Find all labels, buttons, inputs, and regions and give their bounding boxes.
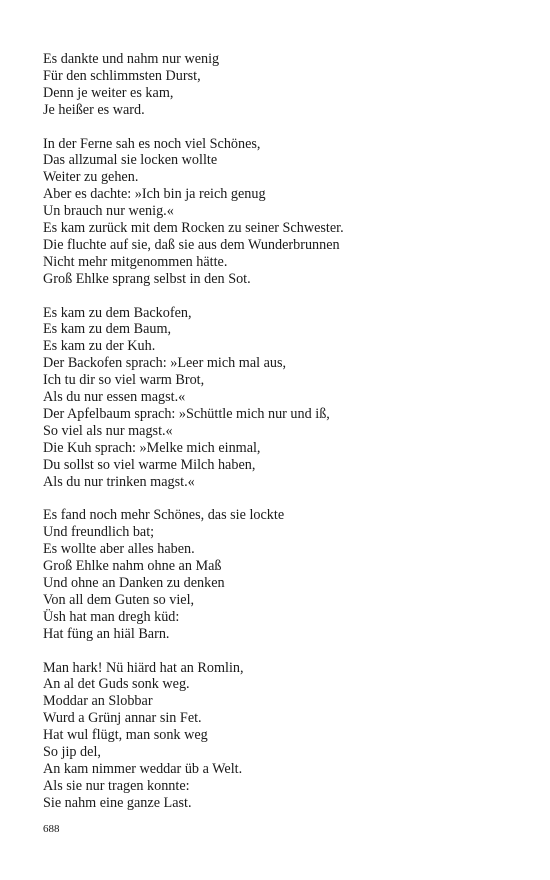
stanza	[43, 305, 523, 491]
poem-line: Groß Ehlke nahm ohne an Maß	[43, 558, 222, 575]
poem-line: Von all dem Guten so viel,	[43, 591, 195, 608]
poem-line: Sie nahm eine ganze Last.	[43, 794, 192, 811]
poem-line: Es kam zu dem Baum,	[43, 321, 172, 338]
poem-line: So jip del,	[43, 744, 101, 761]
poem-line: Du sollst so viel warme Milch haben,	[43, 456, 256, 473]
poem-line: So viel als nur magst.«	[43, 422, 173, 439]
poem-line: Weiter zu gehen.	[43, 169, 139, 186]
poem-line: Groß Ehlke sprang selbst in den Sot.	[43, 270, 251, 287]
poem-line: Es dankte und nahm nur wenig	[43, 51, 220, 67]
poem-line: Un brauch nur wenig.«	[43, 203, 174, 220]
poem-line: Es kam zu der Kuh.	[43, 338, 156, 355]
poem-line: Hat wul flügt, man sonk weg	[43, 727, 208, 744]
poem-line: Ich tu dir so viel warm Brot,	[43, 372, 205, 389]
poem-line: Je heißer es ward.	[43, 101, 145, 118]
poem-line: Der Backofen sprach: »Leer mich mal aus,	[43, 355, 287, 372]
poem-line: Als du nur trinken magst.«	[43, 473, 195, 490]
poem-line: In der Ferne sah es noch viel Schönes,	[43, 135, 261, 152]
stanza	[43, 660, 523, 812]
poem-line: An al det Guds sonk weg.	[43, 676, 190, 693]
poem-line: Es fand noch mehr Schönes, das sie lockte	[43, 507, 285, 524]
poem-line: Für den schlimmsten Durst,	[43, 67, 201, 84]
poem-line: Der Apfelbaum sprach: »Schüttle mich nur und iß,	[43, 406, 330, 422]
poem-line: Nicht mehr mitgenommen hätte.	[43, 253, 228, 270]
poem-line: Die Kuh sprach: »Melke mich einmal,	[43, 439, 261, 456]
poem-line: Die fluchte auf sie, daß sie aus dem Wunderbrunnen	[43, 236, 340, 253]
poem-line: Aber es dachte: »Ich bin ja reich genug	[43, 186, 266, 203]
poem-line: Üsh hat man dregh küd:	[43, 608, 180, 625]
poem-line: Und ohne an Danken zu denken	[43, 575, 225, 592]
stanza	[43, 136, 523, 288]
page-number: 688	[43, 823, 60, 835]
poem-line: Denn je weiter es kam,	[43, 84, 174, 101]
poem-line: Es wollte aber alles haben.	[43, 541, 195, 558]
poem-line: Es kam zurück mit dem Rocken zu seiner Schwester.	[43, 220, 344, 237]
poem-line: Man hark! Nü hiärd hat an Romlin,	[43, 659, 244, 676]
poem-line: Und freundlich bat;	[43, 524, 155, 541]
poem-line: Wurd a Grünj annar sin Fet.	[43, 710, 202, 727]
poem-text	[43, 51, 523, 812]
poem-line: Moddar an Slobbar	[43, 693, 153, 710]
poem-line: Hat füng an hiäl Barn.	[43, 625, 170, 642]
stanza	[43, 507, 523, 642]
poem-line: Als sie nur tragen konnte:	[43, 777, 190, 794]
poem-line: Das allzumal sie locken wollte	[43, 152, 218, 169]
poem-line: Es kam zu dem Backofen,	[43, 304, 192, 321]
poem-line: Als du nur essen magst.«	[43, 389, 186, 406]
poem-line: An kam nimmer weddar üb a Welt.	[43, 761, 243, 777]
stanza	[43, 51, 523, 119]
